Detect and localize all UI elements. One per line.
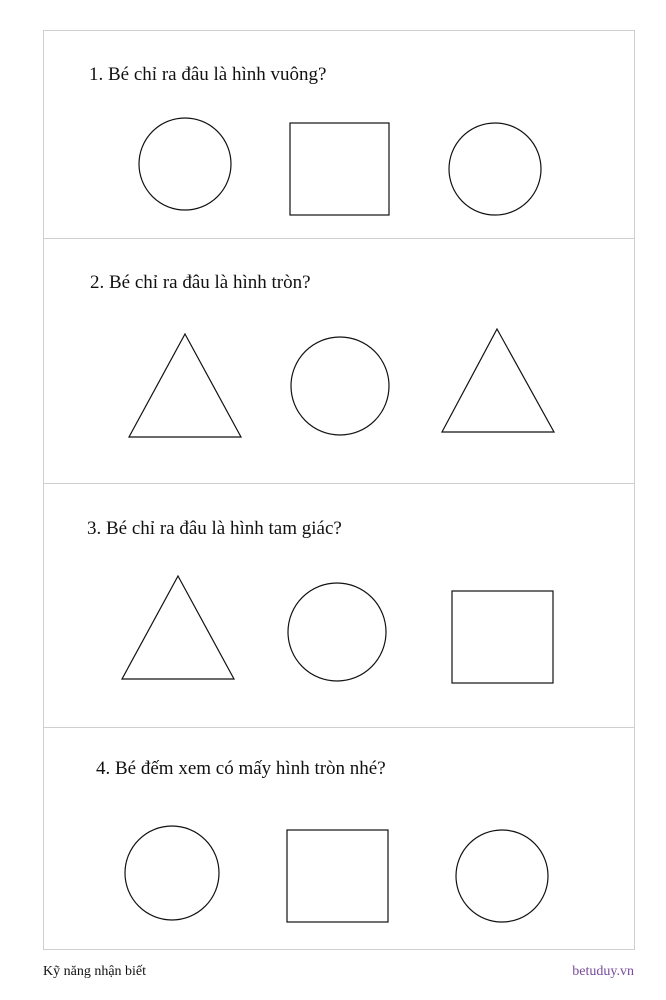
square-shape[interactable] bbox=[289, 122, 390, 216]
question-4-section bbox=[44, 727, 634, 951]
circle-shape[interactable] bbox=[123, 824, 221, 922]
circle-shape[interactable] bbox=[454, 829, 550, 923]
square-shape[interactable] bbox=[451, 590, 554, 684]
question-1-text: 1. Bé chỉ ra đâu là hình vuông? bbox=[89, 64, 327, 85]
circle-shape[interactable] bbox=[286, 581, 388, 683]
question-2-text: 2. Bé chỉ ra đâu là hình tròn? bbox=[90, 272, 311, 293]
circle-shape[interactable] bbox=[289, 335, 391, 437]
question-3-text: 3. Bé chỉ ra đâu là hình tam giác? bbox=[87, 518, 342, 539]
question-3-section bbox=[44, 483, 634, 727]
square-shape[interactable] bbox=[286, 829, 389, 923]
triangle-shape[interactable] bbox=[120, 575, 236, 681]
question-4-text: 4. Bé đếm xem có mấy hình tròn nhé? bbox=[96, 758, 386, 779]
triangle-shape[interactable] bbox=[127, 333, 243, 439]
footer-caption: Kỹ năng nhận biết bbox=[43, 964, 147, 979]
worksheet bbox=[43, 30, 635, 950]
circle-shape[interactable] bbox=[137, 116, 233, 212]
footer-brand: betuduy.vn bbox=[572, 964, 634, 979]
question-1-section bbox=[44, 31, 634, 238]
triangle-shape[interactable] bbox=[440, 328, 556, 434]
question-2-section bbox=[44, 238, 634, 483]
circle-shape[interactable] bbox=[448, 122, 542, 216]
